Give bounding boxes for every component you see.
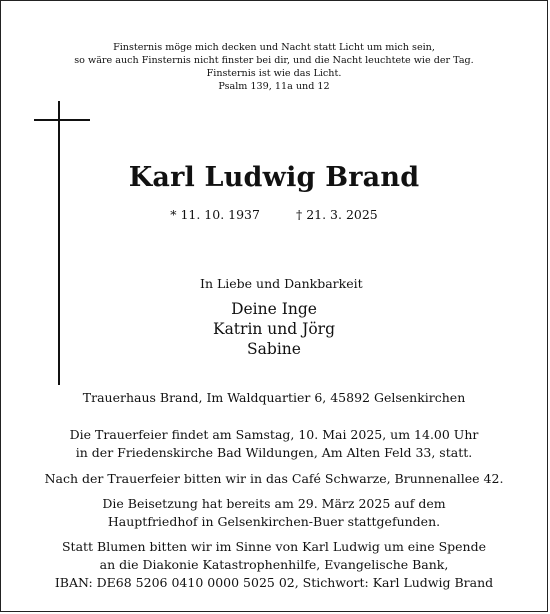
psalm-verse xyxy=(1,41,547,93)
verse-line: so wäre auch Finsternis nicht finster bei dir, und die Nacht leuchtete wie der Tag. xyxy=(74,55,474,66)
notice-line: Die Trauerfeier findet am Samstag, 10. Mai 2025, um 14.00 Uhr xyxy=(69,427,479,442)
mourners-intro: In Liebe und Dankbarkeit xyxy=(200,276,363,291)
mourner-name: Sabine xyxy=(247,340,301,358)
verse-line: Finsternis möge mich decken und Nacht statt Licht um mich sein, xyxy=(113,42,435,53)
deceased-name: Karl Ludwig Brand xyxy=(128,162,420,193)
donation-notice xyxy=(1,538,547,592)
cafe-notice xyxy=(1,470,547,488)
burial-notice xyxy=(1,495,547,531)
mourning-house-address: Trauerhaus Brand, Im Waldquartier 6, 45892 Gelsenkirchen xyxy=(82,390,466,405)
cross-icon-horizontal xyxy=(34,119,90,121)
notice-line: IBAN: DE68 5206 0410 0000 5025 02, Stichwort: Karl Ludwig Brand xyxy=(54,575,494,590)
notice-line: an die Diakonie Katastrophenhilfe, Evangelische Bank, xyxy=(99,557,449,572)
notice-line: Statt Blumen bitten wir im Sinne von Karl Ludwig um eine Spende xyxy=(61,539,487,554)
funeral-notice xyxy=(1,426,547,462)
notice-line: Nach der Trauerfeier bitten wir in das Café Schwarze, Brunnenallee 42. xyxy=(44,471,504,486)
verse-line: Finsternis ist wie das Licht. xyxy=(206,68,342,79)
notice-line: Hauptfriedhof in Gelsenkirchen-Buer stattgefunden. xyxy=(107,514,441,529)
death-date: † 21. 3. 2025 xyxy=(295,207,378,222)
mourner-name: Katrin und Jörg xyxy=(212,320,336,338)
mourners-list xyxy=(1,299,547,359)
life-dates xyxy=(1,207,547,222)
notice-line: in der Friedenskirche Bad Wildungen, Am Alten Feld 33, statt. xyxy=(75,445,473,460)
birth-date: * 11. 10. 1937 xyxy=(170,207,260,222)
mourner-name: Deine Inge xyxy=(231,300,317,318)
notice-line: Die Beisetzung hat bereits am 29. März 2025 auf dem xyxy=(102,496,446,511)
verse-source: Psalm 139, 11a und 12 xyxy=(218,81,330,92)
